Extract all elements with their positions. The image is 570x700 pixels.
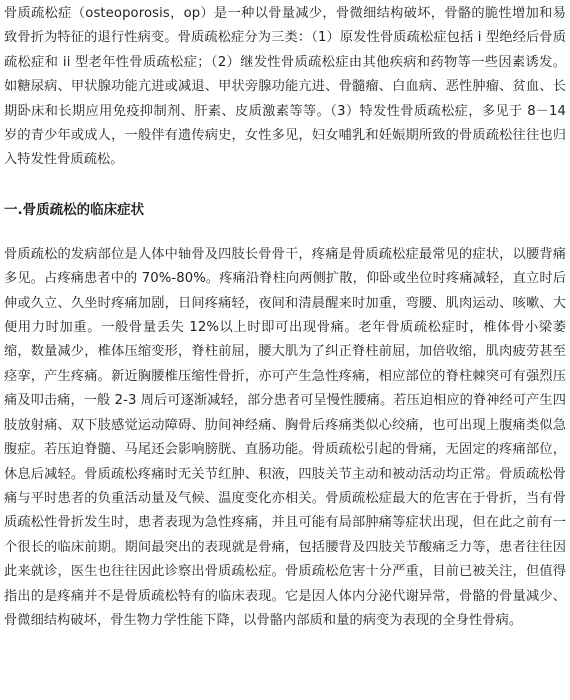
body-paragraph: 骨质疏松的发病部位是人体中轴骨及四肢长骨骨干，疼痛是骨质疏松症最常见的症状，以腰背痛多见。占疼痛患者中的 70%-80%。疼痛沿脊柱向两侧扩散，仰卧或坐位时疼痛减轻，直立时后伸或久立、久坐时疼痛加剧，日间疼痛轻，夜间和清晨醒来时加重，弯腰、肌肉运动、咳嗽、大便用力时加重。一般骨量丢失 12%以上时即可出现骨痛。老年骨质疏松症时，椎体骨小梁萎缩，数量减少，椎体压缩变形，脊柱前屈，腰大肌为了纠正脊柱前屈，加倍收缩，肌肉疲劳甚至痉挛，产生疼痛。新近胸腰椎压缩性骨折，亦可产生急性疼痛，相应部位的脊柱棘突可有强烈压痛及叩击痛，一般 2-3 周后可逐渐减轻，部分患者可呈慢性腰痛。若压迫相应的脊神经可产生四肢放射痛、双下肢感觉运动障碍、肋间神经痛、胸骨后疼痛类似心绞痛，也可出现上腹痛类似急腹症。若压迫脊髓、马尾还会影响膀胱、直肠功能。骨质疏松引起的骨痛，无固定的疼痛部位，休息后减轻。骨质疏松疼痛时无关节红肿、积液，四肢关节主动和被动活动均正常。骨质疏松骨痛与平时患者的负重活动量及气候、温度变化亦相关。骨质疏松症最大的危害在于骨折，当有骨质疏松性骨折发生时，患者表现为急性疼痛，并且可能有局部肿痛等症状出现，但在此之前有一个很长的临床前期。期间最突出的表现就是骨痛，包括腰背及四肢关节酸痛乏力等，患者往往因此来就诊，医生也往往因此诊察出骨质疏松症。骨质疏松危害十分严重，目前已被关注，但值得指出的是疼痛并不是骨质疏松特有的临床表现。它是因人体内分泌代谢异常，骨骼的骨量减少、骨微细结构破坏，骨生物力学性能下降，以骨骼内部质和量的病变为表现的全身性骨病。 — [4, 246, 566, 628]
section-heading: 一.骨质疏松的临床症状 — [4, 201, 145, 218]
intro-paragraph: 骨质疏松症（osteoporosis，op）是一种以骨量减少，骨微细结构破坏，骨骼的脆性增加和易致骨折为特征的退行性病变。骨质疏松症分为三类：（1）原发性骨质疏松症包括 i 型绝经后骨质疏松症和 ii 型老年性骨质疏松症；（2）继发性骨质疏松症由其他疾病和药物等一些因素诱发。如糖尿病、甲状腺功能亢进或减退、甲状旁腺功能亢进、骨髓瘤、白血病、恶性肿瘤、贫血、长期卧床和长期应用免疫抑制剂、肝素、皮质激素等等。（3）特发性骨质疏松症，多见于 8－14 岁的青少年或成人，一般伴有遗传病史，女性多见，妇女哺乳和妊娠期所致的骨质疏松往往也归入特发性骨质疏松。 — [4, 6, 566, 168]
